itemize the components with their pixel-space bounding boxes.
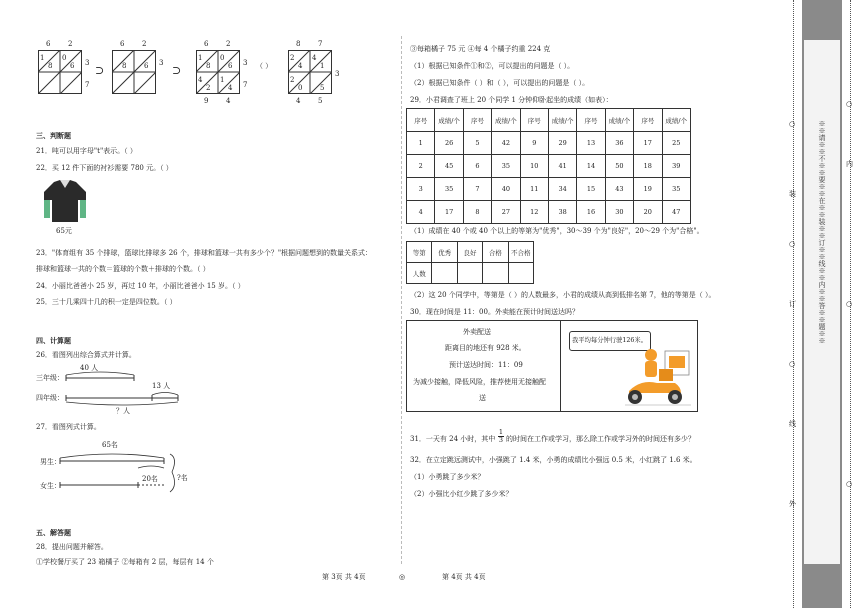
answer-cell[interactable] <box>508 263 533 284</box>
g1-cell-3: 0 <box>62 54 67 62</box>
inner-circle-2: ○ <box>846 300 853 308</box>
g4-cell-5: 2 <box>290 76 295 84</box>
boys-label: 男生： <box>40 458 61 466</box>
level-header: 等第 <box>407 242 432 263</box>
table-row <box>407 132 691 155</box>
label-13: 13 人 <box>152 382 171 390</box>
g3-top-1: 6 <box>204 40 209 48</box>
fraction-denominator: 3 <box>498 436 504 444</box>
q28-conditions-3-4: ③每箱橘子 75 元 ④每 4 个橘子约重 224 克 <box>410 45 551 53</box>
score-header: 序号 <box>577 109 605 132</box>
arrow-2: ⊃ <box>172 64 182 77</box>
outer-circle-1: ○ <box>789 120 796 128</box>
answer-cell[interactable] <box>483 263 508 284</box>
score-header: 序号 <box>407 109 435 132</box>
g4-cell-2: 4 <box>298 62 303 70</box>
answer-cell[interactable] <box>457 263 482 284</box>
delivery-divider <box>560 321 561 411</box>
table-cell: 19 <box>634 178 662 201</box>
speed-text: 我平均每分钟行驶126米。 <box>572 337 647 344</box>
table-cell: 42 <box>492 132 520 155</box>
q29-part-2: （2）这 20 个同学中，等第是（ ）的人数最多，小君的成绩从高到低排名第 7，他的等第是（ ）。 <box>410 291 716 299</box>
score-header: 成绩/个 <box>435 109 463 132</box>
table-row <box>407 201 691 224</box>
delivery-panel <box>406 320 698 412</box>
question-32: 32．在立定跳远测试中，小强跳了 1.4 米，小勇的成绩比小强远 0.5 米，小红跳了 1.6 米。 <box>410 456 697 464</box>
score-header: 序号 <box>634 109 662 132</box>
g1-right-2: 7 <box>85 81 90 89</box>
inner-char-nei: 内 <box>846 160 853 168</box>
level-header: 良好 <box>457 242 482 263</box>
table-cell: 4 <box>407 201 435 224</box>
outer-char-zhuang: 装 <box>789 190 796 198</box>
q28-conditions-1-2: ①学校餐厅买了 23 箱橘子 ②每箱有 2 层，每层有 14 个 <box>36 558 214 566</box>
g3-right-1: 3 <box>243 59 248 67</box>
table-cell: 13 <box>577 132 605 155</box>
table-cell: 3 <box>407 178 435 201</box>
q32-part-2: （2）小强比小红少跳了多少米？ <box>410 490 513 498</box>
order-note-1: 为减少接触，降低风险，推荐使用无接触配 <box>413 378 546 386</box>
g3-cell-3: 4 <box>198 76 203 84</box>
score-header: 成绩/个 <box>662 109 690 132</box>
g1-cell-2: 8 <box>48 62 53 70</box>
inner-circle-3: ○ <box>846 480 853 488</box>
scooter-rider-image <box>621 345 693 409</box>
lattice-grid-4 <box>288 50 332 94</box>
binding-gray-band <box>802 0 842 608</box>
g2-cell-2: 6 <box>144 62 149 70</box>
g4-cell-1: 2 <box>290 54 295 62</box>
g1-top-2: 2 <box>68 40 73 48</box>
g4-bottom-1: 4 <box>296 97 301 105</box>
question-27: 27．看图列式计算。 <box>36 423 101 431</box>
page-number-3: 第 3页 共 4页 <box>322 573 366 581</box>
g3-cell-4: 2 <box>206 84 211 92</box>
level-table <box>406 241 534 284</box>
lattice-grid-1 <box>38 50 82 94</box>
g4-top-2: 7 <box>318 40 323 48</box>
question-25: 25．三十几乘四十几的积一定是四位数。（ ） <box>36 298 177 306</box>
q29-rule: （1）成绩在 40 个或 40 个以上的等第为"优秀"，30～39 个为"良好"，20～29 个为"合格"。 <box>410 227 704 235</box>
label-q-people: ？人 <box>116 407 130 415</box>
g2-top-1: 6 <box>120 40 125 48</box>
page-separator: ◎ <box>399 573 406 581</box>
table-row <box>407 178 691 201</box>
question-29: 29．小君调查了班上 20 个同学 1 分钟仰卧起坐的成绩（如表）： <box>410 96 613 104</box>
g3-bottom-1: 9 <box>204 97 209 105</box>
score-header: 序号 <box>463 109 491 132</box>
order-distance: 距离目的地还有 928 米。 <box>445 344 526 352</box>
q32-part-1: （1）小勇跳了多少米？ <box>410 473 485 481</box>
question-23-line1: 23．"体育组有 35 个排球，篮球比排球多 26 个，排球和篮球一共有多少个？"根据问题想到的数量关系式： <box>36 249 373 257</box>
table-cell: 27 <box>492 201 520 224</box>
q28-part-1: （1）根据已知条件①和②，可以提出的问题是（ ）。 <box>410 62 575 70</box>
binding-outer-strip <box>786 0 802 608</box>
page-number-4: 第 4页 共 4页 <box>442 573 486 581</box>
g1-cell-4: 6 <box>70 62 75 70</box>
table-cell: 39 <box>662 155 690 178</box>
arrow-1: ⊃ <box>95 64 105 77</box>
g2-right-1: 3 <box>159 59 164 67</box>
table-cell: 6 <box>463 155 491 178</box>
g4-cell-6: 0 <box>298 84 303 92</box>
label-20: 20名 <box>142 475 158 483</box>
outer-char-ding: 订 <box>789 300 796 308</box>
g3-cell-8: 4 <box>228 84 233 92</box>
level-header: 合格 <box>483 242 508 263</box>
g1-cell-1: 1 <box>40 54 45 62</box>
table-cell: 9 <box>520 132 548 155</box>
table-cell: 1 <box>407 132 435 155</box>
g4-bottom-2: 5 <box>318 97 323 105</box>
table-cell: 25 <box>662 132 690 155</box>
table-cell: 30 <box>605 201 633 224</box>
g4-cell-7: 5 <box>320 84 325 92</box>
column-divider <box>401 36 402 564</box>
table-cell: 50 <box>605 155 633 178</box>
g2-top-2: 2 <box>142 40 147 48</box>
g3-top-2: 2 <box>226 40 231 48</box>
g4-right-1: 3 <box>335 70 340 78</box>
question-31-end: 的时间在工作或学习，那么除工作或学习外的时间还有多少？ <box>506 435 695 443</box>
question-22: 22．买 12 件下面的衬衫需要 780 元。（ ） <box>36 164 173 172</box>
order-title: 外卖配送 <box>463 328 491 336</box>
question-26: 26．看图列出综合算式并计算。 <box>36 351 136 359</box>
table-cell: 41 <box>548 155 576 178</box>
blank-parens: （ ） <box>256 62 273 70</box>
table-cell: 47 <box>662 201 690 224</box>
table-cell: 14 <box>577 155 605 178</box>
shirt-image <box>40 178 90 224</box>
table-cell: 43 <box>605 178 633 201</box>
question-31-start: 31．一天有 24 小时，其中 <box>410 435 496 443</box>
table-cell: 35 <box>662 178 690 201</box>
score-table <box>406 108 691 224</box>
g3-cell-6: 6 <box>228 62 233 70</box>
table-cell: 2 <box>407 155 435 178</box>
question-24: 24．小丽比爸爸小 25 岁，再过 10 年，小丽比爸爸小 15 岁。（ ） <box>36 282 245 290</box>
g1-right-1: 3 <box>85 59 90 67</box>
label-q-count: ?名 <box>177 474 188 482</box>
table-cell: 40 <box>492 178 520 201</box>
g3-cell-7: 1 <box>220 76 225 84</box>
order-eta: 预计送达时间：11：09 <box>449 361 523 369</box>
table-cell: 45 <box>435 155 463 178</box>
table-cell: 12 <box>520 201 548 224</box>
lattice-grid-3 <box>196 50 240 94</box>
level-header-row <box>407 242 534 263</box>
table-cell: 17 <box>435 201 463 224</box>
grade3-label: 三年级： <box>36 374 64 382</box>
table-cell: 16 <box>577 201 605 224</box>
table-cell: 34 <box>548 178 576 201</box>
label-40: 40 人 <box>80 364 99 372</box>
fraction-one-third <box>498 429 504 444</box>
table-row <box>407 263 534 284</box>
binding-notice: ※※请※※不※※要※※在※※装※※订※※线※※内※※答※※题※※ <box>818 120 826 344</box>
question-23-line2: 排球和篮球一共的个数＝篮球的个数＋排球的个数。（ ） <box>36 265 210 273</box>
section-3-heading: 三、判断题 <box>36 131 71 140</box>
score-header: 成绩/个 <box>548 109 576 132</box>
shirt-price: 65元 <box>56 227 72 235</box>
section-5-heading: 五、解答题 <box>36 528 71 537</box>
g3-right-2: 7 <box>243 81 248 89</box>
table-cell: 15 <box>577 178 605 201</box>
table-cell: 18 <box>634 155 662 178</box>
binding-inner-strip <box>842 0 860 608</box>
level-header: 不合格 <box>508 242 533 263</box>
lattice-grid-2 <box>112 50 156 94</box>
table-cell: 8 <box>463 201 491 224</box>
diagram-27 <box>58 448 180 498</box>
outer-char-wai: 外 <box>789 500 796 508</box>
table-cell: 38 <box>548 201 576 224</box>
g2-cell-1: 8 <box>122 62 127 70</box>
table-cell: 35 <box>435 178 463 201</box>
lattice-grids <box>34 38 354 108</box>
g1-top-1: 6 <box>46 40 51 48</box>
question-30: 30．现在时间是 11：00。外卖能在预计时间送达吗？ <box>410 308 579 316</box>
g3-bottom-2: 4 <box>226 97 231 105</box>
table-cell: 5 <box>463 132 491 155</box>
answer-cell[interactable] <box>432 263 457 284</box>
table-cell: 20 <box>634 201 662 224</box>
level-header: 优秀 <box>432 242 457 263</box>
g3-cell-5: 0 <box>220 54 225 62</box>
question-21: 21．吨可以用字母"t"表示。（ ） <box>36 147 137 155</box>
g4-top-1: 8 <box>296 40 301 48</box>
score-header-row <box>407 109 691 132</box>
table-cell: 人数 <box>407 263 432 284</box>
fraction-numerator: 1 <box>498 428 504 436</box>
score-header: 成绩/个 <box>605 109 633 132</box>
table-cell: 26 <box>435 132 463 155</box>
table-cell: 17 <box>634 132 662 155</box>
score-header: 序号 <box>520 109 548 132</box>
question-28: 28．提出问题并解答。 <box>36 543 108 551</box>
label-65: 65名 <box>102 441 118 449</box>
g3-cell-1: 1 <box>198 54 203 62</box>
q28-part-2: （2）根据已知条件（ ）和（ ），可以提出的问题是（ ）。 <box>410 79 590 87</box>
table-cell: 36 <box>605 132 633 155</box>
table-cell: 35 <box>492 155 520 178</box>
table-cell: 10 <box>520 155 548 178</box>
g4-cell-4: 1 <box>320 62 325 70</box>
section-4-heading: 四、计算题 <box>36 336 71 345</box>
g4-cell-3: 4 <box>312 54 317 62</box>
g3-cell-2: 8 <box>206 62 211 70</box>
outer-char-xian: 线 <box>789 420 796 428</box>
grade4-label: 四年级： <box>36 394 64 402</box>
table-cell: 7 <box>463 178 491 201</box>
table-cell: 11 <box>520 178 548 201</box>
table-row <box>407 155 691 178</box>
table-cell: 29 <box>548 132 576 155</box>
girls-label: 女生： <box>40 482 61 490</box>
outer-circle-2: ○ <box>789 240 796 248</box>
order-note-2: 送 <box>479 394 486 402</box>
outer-circle-3: ○ <box>789 360 796 368</box>
inner-circle-1: ○ <box>846 100 853 108</box>
score-header: 成绩/个 <box>492 109 520 132</box>
diagram-26 <box>60 366 180 411</box>
